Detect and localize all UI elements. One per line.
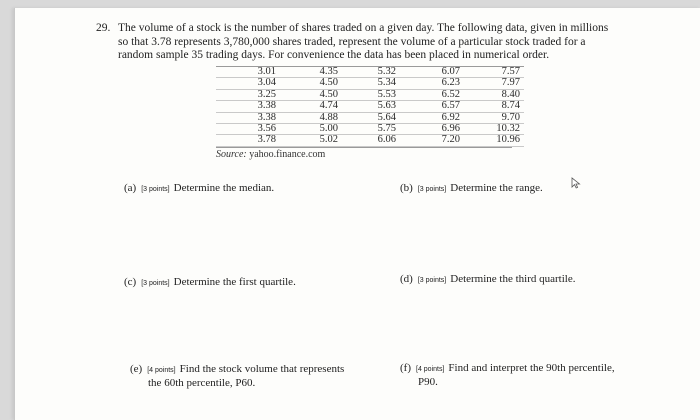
part-f-label: (f) xyxy=(400,362,411,374)
part-f-points: [4 points] xyxy=(416,366,445,373)
data-table-container xyxy=(216,66,524,160)
table-cell: 7.20 xyxy=(400,135,464,146)
part-f-line1 xyxy=(400,362,615,376)
table-cell: 8.40 xyxy=(464,89,524,100)
part-c xyxy=(124,276,296,290)
table-cell: 5.63 xyxy=(342,101,400,112)
table-cell: 3.25 xyxy=(216,89,280,100)
table-source xyxy=(216,147,512,160)
source-label: Source: xyxy=(216,148,247,160)
table-row xyxy=(216,101,524,112)
part-a-points: [3 points] xyxy=(141,186,170,193)
part-a-text: Determine the median. xyxy=(173,182,275,194)
table-cell: 5.64 xyxy=(342,112,400,123)
part-e-label: (e) xyxy=(130,363,143,375)
table-cell: 10.96 xyxy=(464,135,524,146)
source-text: yahoo.finance.com xyxy=(249,148,326,160)
table-cell: 6.92 xyxy=(400,112,464,123)
table-cell: 4.88 xyxy=(280,112,342,123)
part-f-line1-text: Find and interpret the 90th percentile, xyxy=(448,362,615,374)
part-c-points: [3 points] xyxy=(141,280,170,287)
table-cell: 5.32 xyxy=(342,67,400,78)
table-cell: 6.23 xyxy=(400,78,464,89)
table-cell: 3.56 xyxy=(216,124,280,135)
part-e-points: [4 points] xyxy=(147,367,176,374)
table-row xyxy=(216,112,524,123)
table-cell: 6.57 xyxy=(400,101,464,112)
question-number: 29. xyxy=(96,22,111,34)
table-cell: 3.01 xyxy=(216,67,280,78)
table-cell: 6.06 xyxy=(342,135,400,146)
table-cell: 4.35 xyxy=(280,67,342,78)
table-cell: 3.38 xyxy=(216,112,280,123)
table-cell: 3.78 xyxy=(216,135,280,146)
table-cell: 8.74 xyxy=(464,101,524,112)
part-f xyxy=(400,362,615,388)
part-b xyxy=(400,182,543,196)
part-c-label: (c) xyxy=(124,276,137,288)
part-b-points: [3 points] xyxy=(417,186,447,193)
table-cell: 6.52 xyxy=(400,89,464,100)
mouse-pointer-icon xyxy=(571,177,581,189)
table-cell: 5.53 xyxy=(342,89,400,100)
table-row xyxy=(216,89,524,100)
table-cell: 4.50 xyxy=(280,78,342,89)
part-e xyxy=(130,363,344,389)
table-cell: 4.74 xyxy=(280,101,342,112)
table-cell: 7.57 xyxy=(464,67,524,78)
part-a-label: (a) xyxy=(124,182,137,194)
part-b-label: (b) xyxy=(400,182,413,194)
table-cell: 5.75 xyxy=(342,124,400,135)
question-intro: The volume of a stock is the number of shares traded on a given day. The following data, given in millions so that 3.78 represents 3,780,000 shares traded, represent the volume of a particular stock traded for a random sample 35 trading days. For convenience the data has been placed in numerical order. xyxy=(118,22,609,61)
table-row xyxy=(216,135,524,146)
table-cell: 6.07 xyxy=(400,67,464,78)
table-cell: 6.96 xyxy=(400,124,464,135)
part-d-label: (d) xyxy=(400,273,413,285)
part-b-text: Determine the range. xyxy=(450,182,543,194)
part-f-line2: P90. xyxy=(418,376,438,388)
part-e-line1-text: Find the stock volume that represents xyxy=(179,363,345,375)
table-cell: 7.97 xyxy=(464,78,524,89)
table-cell: 10.32 xyxy=(464,124,524,135)
part-d-points: [3 points] xyxy=(417,277,447,284)
table-row xyxy=(216,78,524,89)
table-cell: 3.04 xyxy=(216,78,280,89)
part-a xyxy=(124,182,274,196)
table-cell: 5.34 xyxy=(342,78,400,89)
table-row xyxy=(216,124,524,135)
part-e-line2: the 60th percentile, P60. xyxy=(148,377,256,389)
stock-volume-table xyxy=(216,66,524,147)
table-row xyxy=(216,67,524,78)
table-cell: 4.50 xyxy=(280,89,342,100)
part-d-text: Determine the third quartile. xyxy=(450,273,576,285)
table-cell: 5.02 xyxy=(280,135,342,146)
table-cell: 3.38 xyxy=(216,101,280,112)
part-d xyxy=(400,273,575,287)
part-e-line1 xyxy=(130,363,344,377)
part-c-text: Determine the first quartile. xyxy=(173,276,296,288)
table-cell: 9.70 xyxy=(464,112,524,123)
table-cell: 5.00 xyxy=(280,124,342,135)
